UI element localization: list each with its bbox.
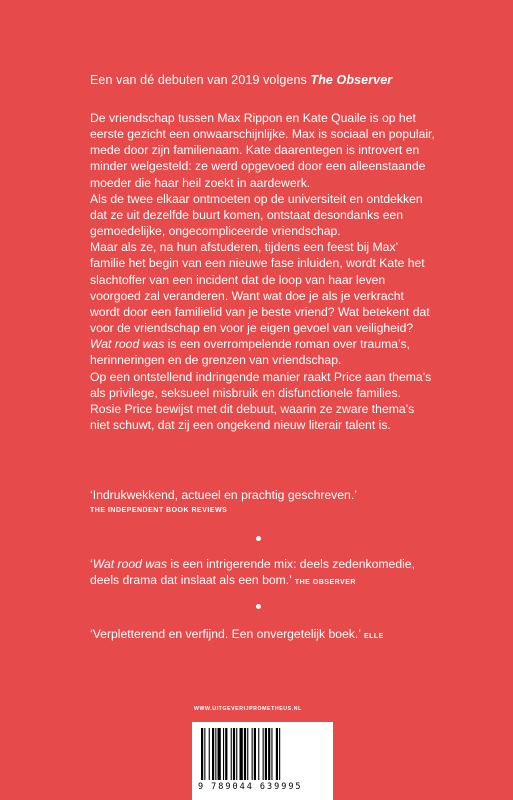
- quote-text: is een intrigerende mix: deels zedenkomedie, deels drama dat inslaat als een bom.’: [90, 557, 415, 587]
- blurb: [90, 110, 435, 433]
- quote-text: ‘Indrukwekkend, actueel en prachtig geschreven.’: [90, 488, 357, 502]
- review-quote-1: [90, 487, 435, 519]
- quote-attribution: THE OBSERVER: [294, 579, 356, 586]
- book-title: Wat rood was: [92, 557, 168, 571]
- quote-attribution: ELLE: [363, 633, 384, 640]
- review-quote-2: ‘Wat rood was is een intrigerende mix: deels zedenkomedie, deels drama dat inslaat als een bom.’ THE OBSERVER: [90, 557, 415, 587]
- tagline: [90, 73, 392, 87]
- blurb-paragraph-4: Op een ontstellend indringende manier raakt Price aan thema’s als privilege, seksueel misbruik en disfunctionele families.: [90, 369, 432, 400]
- quote-attribution: THE INDEPENDENT BOOK REVIEWS: [90, 507, 228, 514]
- blurb-paragraph-1: De vriendschap tussen Max Rippon en Kate Quaile is op het eerste gezicht een onwaarschijnlijke. Max is sociaal en populair, mede door zijn familienaam. Kate daarentegen is introvert en minder welgesteld: ze werd opgevoed door een alleenstaande moeder die haar heil zoekt in aardewerk.: [90, 111, 435, 190]
- tagline-source: The Observer: [310, 73, 393, 87]
- blurb-paragraph-3: Maar als ze, na hun afstuderen, tijdens een feest bij Max’ familie het begin van een nieuwe fase inluiden, wordt Kate het slachtoffer van een incident dat de loop van haar leven voorgoed zal veranderen. Want wat doe je als je verkracht wordt door een familielid van je beste vriend? Wat betekent dat voor de vriendschap en voor je eigen gevoel van veiligheid? Wat rood was is een overrompelende roman over trauma’s, herinneringen en de grenzen van vriendschap.: [90, 240, 430, 368]
- publisher-website: WWW.UITGEVERIJPROMETHEUS.NL: [194, 706, 302, 712]
- quote-text: ‘Verpletterend en verfijnd. Een onvergetelijk boek.’: [90, 627, 361, 641]
- blurb-paragraph-5: Rosie Price bewijst met dit debuut, waarin ze zware thema’s niet schuwt, dat zij een ongekend nieuw literair talent is.: [90, 401, 415, 432]
- review-quote-3: [90, 626, 435, 645]
- separator-dot: [256, 536, 261, 541]
- book-title: Wat rood was: [90, 337, 165, 352]
- isbn-number: 9 789044 639995: [198, 782, 303, 792]
- separator-dot: [256, 604, 261, 609]
- tagline-prefix: Een van dé debuten van 2019 volgens: [90, 73, 311, 87]
- blurb-paragraph-2: Als de twee elkaar ontmoeten op de universiteit en ontdekken dat ze uit dezelfde buurt komen, ontstaat desondanks een gemoedelijke, ongecompliceerde vriendschap.: [90, 191, 423, 239]
- barcode-bars: [201, 728, 323, 780]
- barcode: [192, 722, 333, 800]
